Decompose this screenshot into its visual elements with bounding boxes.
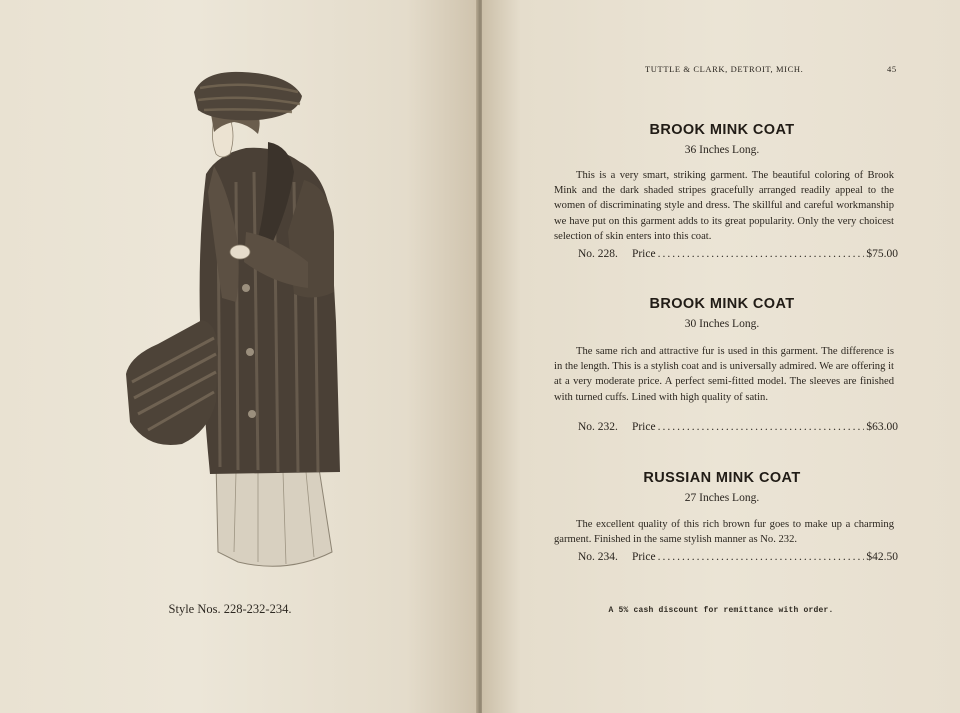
leader-dots [658, 551, 865, 563]
style-number: No. 228. [578, 248, 618, 260]
left-page [0, 0, 478, 713]
fur-coat-illustration [118, 62, 348, 582]
page-number: 45 [887, 64, 897, 74]
price-label: Price [631, 551, 656, 563]
coat-length: 27 Inches Long. [684, 492, 760, 504]
style-number: No. 232. [578, 421, 618, 433]
price-value: $63.00 [866, 421, 898, 433]
running-header-text: TUTTLE & CLARK, DETROIT, MICH. [645, 64, 804, 74]
coat-length: 36 Inches Long. [684, 144, 760, 156]
coat-title: BROOK MINK COAT [649, 122, 795, 138]
leader-dots [658, 248, 865, 260]
coat-description: The excellent quality of this rich brown fur goes to make up a charming garment. Finished in the same stylish manner as No. 232. [554, 519, 894, 546]
discount-footnote: A 5% cash discount for remittance with order. [608, 606, 834, 615]
coat-description: The same rich and attractive fur is used in this garment. The difference is in the length. This is a stylish coat and is universally admired. We are offering it at a very moderate price. A perfect semi-fitted model. The sleeves are finished with turned cuffs. Lined with high quality of satin. [554, 346, 894, 403]
style-number: No. 234. [578, 551, 618, 563]
price-line [578, 248, 898, 260]
right-page [482, 0, 960, 713]
price-value: $42.50 [866, 551, 898, 563]
price-label: Price [631, 421, 656, 433]
price-line [578, 551, 898, 563]
coat-description: This is a very smart, striking garment. The beautiful coloring of Brook Mink and the dark shaded stripes gracefully arranged readily appeal to the women of discriminating style and dress. The skillful and careful workmanship we have put on this garment adds to its great popularity. Only the very choicest selection of skin enters into this coat. [554, 170, 894, 242]
leader-dots [658, 421, 865, 433]
coat-length: 30 Inches Long. [684, 318, 760, 330]
price-value: $75.00 [866, 248, 898, 260]
price-label: Price [631, 248, 656, 260]
coat-title: RUSSIAN MINK COAT [643, 470, 801, 486]
coat-title: BROOK MINK COAT [649, 296, 795, 312]
price-line [578, 421, 898, 433]
illustration-caption: Style Nos. 228-232-234. [168, 602, 292, 616]
